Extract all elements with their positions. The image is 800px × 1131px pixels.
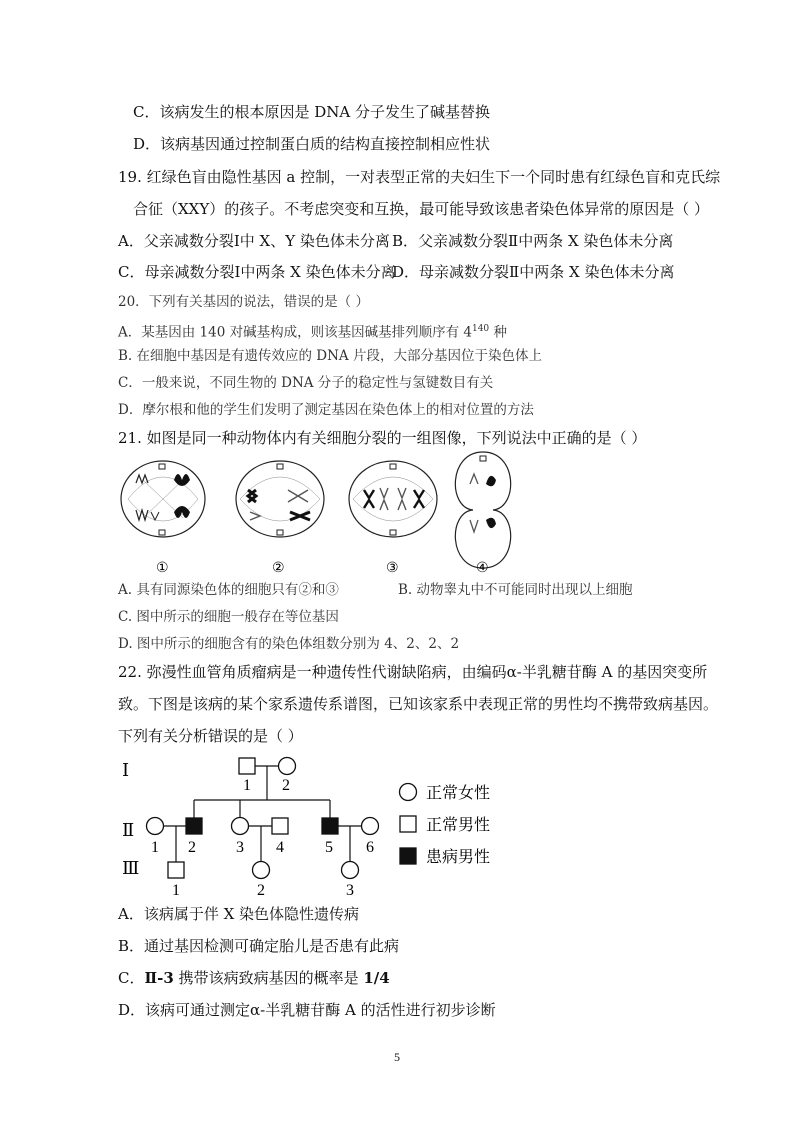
pedigree-I-1-male — [239, 758, 255, 774]
pedigree-chart — [118, 750, 508, 900]
q19-option-c: C．母亲减数分裂Ⅰ中两条 X 染色体未分离 — [118, 263, 396, 281]
pedigree-III-3-label: 3 — [346, 882, 354, 899]
cell-label-3: ③ — [386, 561, 399, 576]
gen-label-3: Ⅲ — [122, 858, 140, 878]
pedigree-II-2-affected-male — [186, 818, 202, 834]
legend-affected-male: 患病男性 — [426, 849, 491, 866]
pedigree-I-2-label: 2 — [282, 777, 290, 794]
q18-option-d: D．该病基因通过控制蛋白质的结构直接控制相应性状 — [133, 135, 491, 153]
q22-option-d: D．该病可通过测定α-半乳糖苷酶 A 的活性进行初步诊断 — [118, 1001, 496, 1019]
cell-1 — [121, 461, 205, 537]
pedigree-II-3-label: 3 — [236, 839, 244, 856]
pedigree-II-5-label: 5 — [325, 839, 333, 856]
q20-option-b: B. 在细胞中基因是有遗传效应的 DNA 片段，大部分基因位于染色体上 — [118, 348, 542, 364]
pedigree-II-6-female — [362, 818, 379, 835]
q20-option-a: A．某基因由 140 对碱基构成，则该基因碱基排列顺序有 $4^{140}$ 种 — [118, 324, 507, 341]
q21-option-d: D. 图中所示的细胞含有的染色体组数分别为 4、2、2、2 — [118, 636, 460, 652]
pedigree-III-2-label: 2 — [257, 882, 265, 899]
q22-stem-line3: 下列有关分析错误的是（ ） — [118, 727, 303, 745]
cell-4 — [455, 452, 510, 568]
pedigree-II-1-female — [147, 818, 164, 835]
legend-male-normal-icon — [400, 816, 416, 832]
pedigree-II-4-label: 4 — [276, 839, 284, 856]
q18-option-c: C．该病发生的根本原因是 DNA 分子发生了碱基替换 — [133, 103, 490, 121]
pedigree-II-5-affected-male — [322, 818, 338, 834]
q20-option-c: C．一般来说，不同生物的 DNA 分子的稳定性与氢键数目有关 — [118, 375, 494, 391]
pedigree-II-6-label: 6 — [366, 839, 374, 856]
q19-option-b: B．父亲减数分裂Ⅱ中两条 X 染色体未分离 — [392, 232, 674, 250]
q22-c-subject: Ⅱ-3 — [144, 969, 174, 987]
q21-stem: 21. 如图是同一种动物体内有关细胞分裂的一组图像，下列说法中正确的是（ ） — [118, 429, 647, 447]
cell-label-4: ④ — [476, 561, 489, 576]
cell-label-1: ① — [156, 561, 169, 576]
q22-option-b: B．通过基因检测可确定胎儿是否患有此病 — [118, 937, 400, 955]
q21-option-b: B. 动物睾丸中不可能同时出现以上细胞 — [398, 582, 633, 598]
cell-3 — [349, 461, 437, 537]
legend-male-affected-icon — [400, 848, 416, 864]
pedigree-II-2-label: 2 — [188, 839, 196, 856]
pedigree-III-1-male — [168, 862, 184, 878]
pedigree-II-4-male — [272, 818, 288, 834]
page-number: 5 — [394, 1050, 400, 1064]
legend-female-normal-icon — [400, 784, 417, 801]
cell-label-2: ② — [272, 561, 285, 576]
q22-option-a: A．该病属于伴 X 染色体隐性遗传病 — [118, 905, 360, 923]
cell-division-figure — [118, 450, 538, 580]
q19-option-a: A．父亲减数分裂Ⅰ中 X、Y 染色体未分离 — [118, 232, 390, 250]
pedigree-III-2-female — [253, 862, 270, 879]
legend-normal-female: 正常女性 — [426, 785, 491, 802]
q19-stem-line2: 合征（XXY）的孩子。不考虑突变和互换，最可能导致该患者染色体异常的原因是（ ） — [133, 200, 710, 218]
q22-stem-line2: 致。下图是该病的某个家系遗传系谱图，已知该家系中表现正常的男性均不携带致病基因。 — [118, 695, 719, 713]
pedigree-I-2-female — [279, 758, 296, 775]
gen-label-2: Ⅱ — [122, 820, 135, 840]
pedigree-III-3-female — [342, 862, 359, 879]
q22-c-probability: 1/4 — [363, 969, 390, 987]
q20-stem: 20．下列有关基因的说法，错误的是（ ） — [118, 294, 369, 310]
pedigree-II-1-label: 1 — [151, 839, 159, 856]
q21-option-c: C. 图中所示的细胞一般存在等位基因 — [118, 609, 339, 625]
pedigree-I-1-label: 1 — [243, 777, 251, 794]
cell-2 — [236, 461, 324, 537]
q22-stem-line1: 22. 弥漫性血管角质瘤病是一种遗传性代谢缺陷病，由编码α-半乳糖苷酶 A 的基因突变所 — [118, 663, 708, 681]
q22-option-c: C．Ⅱ-3 携带该病致病基因的概率是 1/4 — [118, 969, 390, 987]
q21-option-a: A. 具有同源染色体的细胞只有②和③ — [118, 582, 339, 598]
q20-option-d: D．摩尔根和他的学生们发明了测定基因在染色体上的相对位置的方法 — [118, 402, 534, 418]
q20-exponent: 140 — [471, 324, 490, 334]
pedigree-II-3-female — [232, 818, 249, 835]
q19-option-d: D．母亲减数分裂Ⅱ中两条 X 染色体未分离 — [392, 263, 675, 281]
gen-label-1: Ⅰ — [122, 760, 130, 780]
q19-stem-line1: 19. 红绿色盲由隐性基因 a 控制，一对表型正常的夫妇生下一个同时患有红绿色盲和克氏综 — [118, 168, 721, 186]
legend-normal-male: 正常男性 — [426, 817, 491, 834]
pedigree-III-1-label: 1 — [172, 882, 180, 899]
